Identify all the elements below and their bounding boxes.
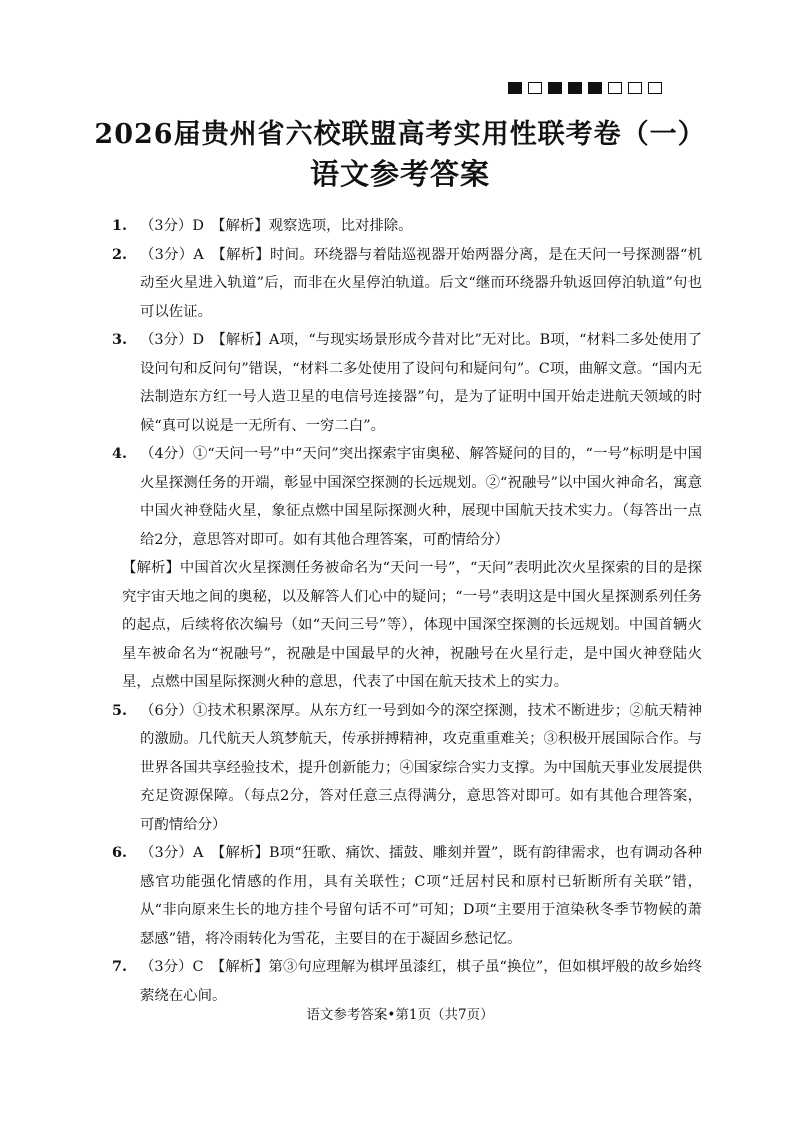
answer-number: 7.	[112, 958, 128, 975]
page-footer: 语文参考答案•第1页（共7页）	[306, 1007, 494, 1023]
marker-square	[628, 82, 642, 94]
answer-number: 4.	[112, 445, 128, 462]
answer-text: （3分）D 【解析】A项，“与现实场景形成今昔对比”无对比。B项，“材料二多处使用了设问句和反问句”错误，“材料二多处使用了设问句和疑问句”。C项，曲解文意。“国内无法制造东方红一号人造卫星的电信号连接器”句，是为了证明中国开始走进航天领域的时候“真可以说是一无所有、一穷二白”。	[140, 332, 702, 434]
answer-text: （3分）D 【解析】观察选项，比对排除。	[140, 218, 413, 234]
answer-item-4	[112, 440, 702, 554]
answer-item-7	[112, 953, 702, 1010]
marker-square	[648, 82, 662, 94]
answer-list	[112, 212, 702, 1010]
answer-number: 3.	[112, 331, 128, 348]
page-title: 2026届贵州省六校联盟高考实用性联考卷（一）	[94, 119, 706, 150]
answer-number: 6.	[112, 844, 128, 861]
answer-number: 1.	[112, 217, 128, 234]
answer-text: （4分）①“天问一号”中“天问”突出探索宇宙奥秘、解答疑问的目的，“一号”标明是中国火星探测任务的开端，彰显中国深空探测的长远规划。②“祝融号”以中国火神命名，寓意中国火神登陆火星，象征点燃中国星际探测火种，展现中国航天技术实力。（每答出一点给2分，意思答对即可。如有其他合理答案，可酌情给分）	[140, 446, 702, 548]
answer-number: 5.	[112, 701, 128, 719]
marker-square	[528, 82, 542, 94]
answer-4-analysis: 【解析】中国首次火星探测任务被命名为“天问一号”，“天问”表明此次火星探索的目的是探究宇宙天地之间的奥秘，以及解答人们心中的疑问；“一号”表明这是中国火星探测系列任务的起点，后续将依次编号（如“天问三号”等），体现中国深空探测的长远规划。中国首辆火星车被命名为“祝融号”，祝融是中国最早的火神，祝融号在火星行走，是中国火神登陆火星，点燃中国星际探测火种的意思，代表了中国在航天技术上的实力。	[122, 560, 702, 690]
answer-item-2	[112, 241, 702, 327]
answer-text: （3分）A 【解析】时间。环绕器与着陆巡视器开始两器分离，是在天问一号探测器“机动至火星进入轨道”后，而非在火星停泊轨道。后文“继而环绕器升轨返回停泊轨道”句也可以佐证。	[140, 246, 702, 320]
marker-square	[568, 82, 582, 94]
marker-square	[608, 82, 622, 94]
answer-text: （3分）A 【解析】B项“狂歌、痛饮、擂鼓、雕刻并置”，既有韵律需求，也有调动各种感官功能强化情感的作用，具有关联性；C项“迁居村民和原村已斩断所有关联”错，从“非向原来生长的地方挂个号留句话不可”可知；D项“主要用于渲染秋冬季节物候的萧瑟感”错，将冷雨转化为雪花，主要目的在于凝固乡愁记忆。	[140, 845, 702, 947]
answer-item-6	[112, 839, 702, 953]
marker-square	[548, 82, 562, 94]
answer-item-3	[112, 326, 702, 440]
answer-text: （6分）①技术积累深厚。从东方红一号到如今的深空探测，技术不断进步；②航天精神的激励。几代航天人筑梦航天，传承拼搏精神，攻克重重难关；③积极开展国际合作。与世界各国共享经验技术，提升创新能力；④国家综合实力支撑。为中国航天事业发展提供充足资源保障。（每点2分，答对任意三点得满分，意思答对即可。如有其他合理答案，可酌情给分）	[140, 702, 702, 833]
page-subtitle: 语文参考答案	[309, 157, 490, 191]
marker-square	[508, 82, 522, 94]
marker-square	[588, 82, 602, 94]
answer-item-5	[112, 697, 702, 840]
answer-text: （3分）C 【解析】第③句应理解为棋坪虽漆红，棋子虽“换位”，但如棋坪般的故乡始终萦绕在心间。	[140, 959, 702, 1004]
answer-item-1	[112, 212, 702, 241]
page-marker-squares	[508, 82, 662, 94]
answer-number: 2.	[112, 245, 128, 263]
